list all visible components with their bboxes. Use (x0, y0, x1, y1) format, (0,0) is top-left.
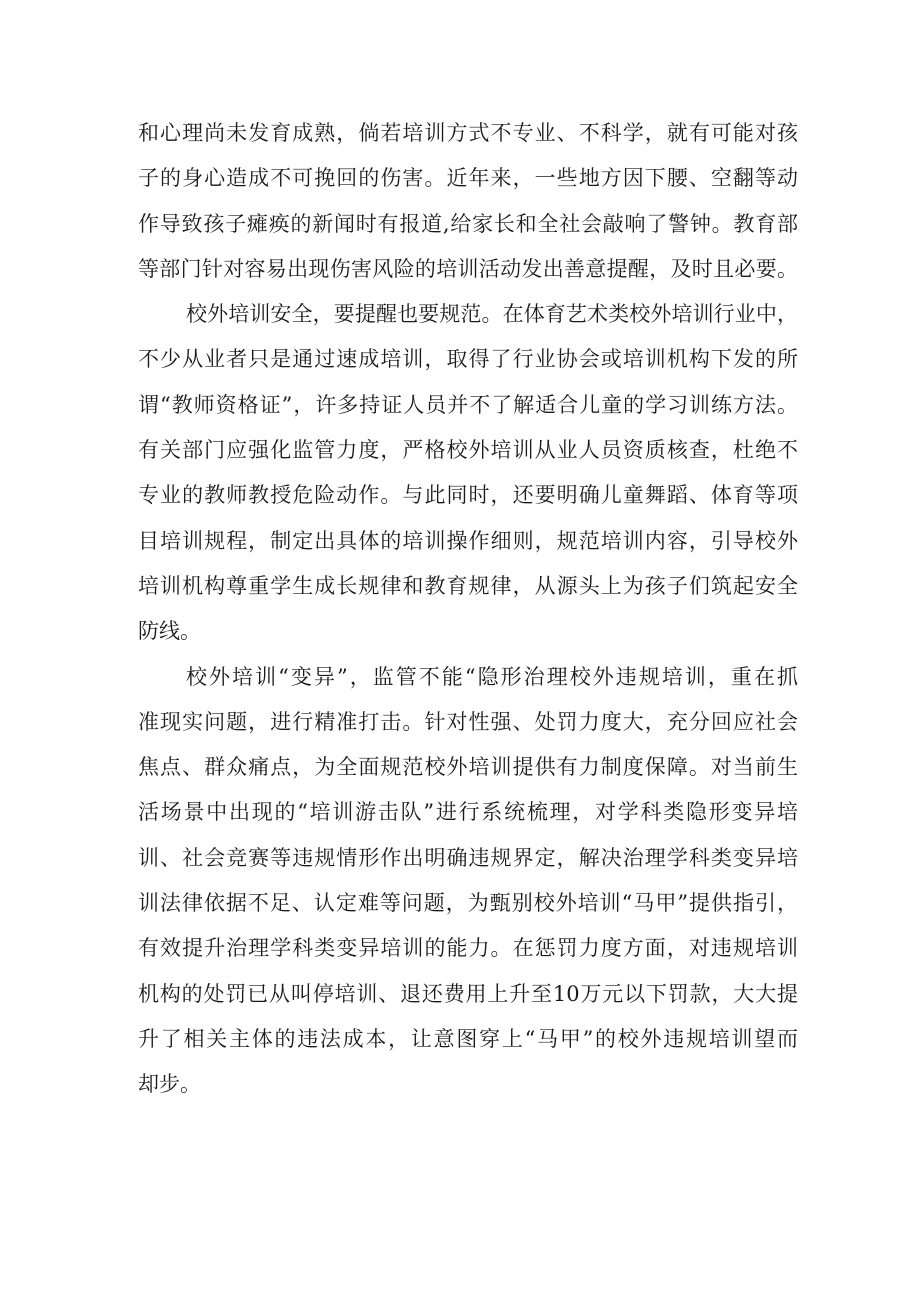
paragraph-3-line-3: 焦点、群众痛点，为全面规范校外培训提供有力制度保障。对当前生 (138, 755, 798, 780)
paragraph-2-line-7: 培训机构尊重学生成长规律和教育规律，从源头上为孩子们筑起安全 (138, 573, 798, 598)
paragraph-1-line-1: 和心理尚未发育成熟，倘若培训方式不专业、不科学，就有可能对孩 (138, 121, 798, 145)
paragraph-2-line-4: 有关部门应强化监管力度，严格校外培训从业人员资质核查，杜绝不 (138, 438, 798, 463)
paragraph-2-line-8: 防线。 (138, 619, 201, 644)
paragraph-2-line-3: 谓“教师资格证”，许多持证人员并不了解适合儿童的学习训练方法。 (138, 392, 798, 417)
paragraph-2-line-2: 不少从业者只是通过速成培训，取得了行业协会或培训机构下发的所 (138, 347, 798, 372)
document-body (138, 111, 798, 1108)
paragraph-3-line-5: 训、社会竞赛等违规情形作出明确违规界定，解决治理学科类变异培 (138, 845, 798, 870)
paragraph-3-line-6: 训法律依据不足、认定难等问题，为甄别校外培训“马甲”提供指引， (138, 891, 798, 916)
paragraph-3-line-10: 却步。 (138, 1072, 201, 1097)
paragraph-3-line-7: 有效提升治理学科类变异培训的能力。在惩罚力度方面，对违规培训 (138, 936, 798, 961)
paragraph-3-line-1: 校外培训“变异”，监管不能“隐形治理校外违规培训，重在抓 (186, 664, 798, 689)
paragraph-2-line-5: 专业的教师教授危险动作。与此同时，还要明确儿童舞蹈、体育等项 (138, 483, 798, 508)
paragraph-1-line-3: 作导致孩子瘫痪的新闻时有报道,给家长和全社会敲响了警钟。教育部 (138, 211, 798, 236)
paragraph-3-line-4: 活场景中出现的“培训游击队”进行系统梳理，对学科类隐形变异培 (138, 800, 798, 825)
paragraph-2-line-1: 校外培训安全，要提醒也要规范。在体育艺术类校外培训行业中， (186, 302, 798, 327)
paragraph-3-line-9: 升了相关主体的违法成本，让意图穿上“马甲”的校外违规培训望而 (138, 1026, 798, 1051)
paragraph-3-line-8: 机构的处罚已从叫停培训、退还费用上升至10万元以下罚款，大大提 (138, 981, 798, 1006)
paragraph-2-line-6: 目培训规程，制定出具体的培训操作细则，规范培训内容，引导校外 (138, 528, 798, 553)
paragraph-3-line-2: 准现实问题，进行精准打击。针对性强、处罚力度大，充分回应社会 (138, 709, 798, 734)
paragraph-1-line-2: 子的身心造成不可挽回的伤害。近年来，一些地方因下腰、空翻等动 (138, 166, 798, 191)
paragraph-1-line-4: 等部门针对容易出现伤害风险的培训活动发出善意提醒，及时且必要。 (138, 256, 798, 281)
